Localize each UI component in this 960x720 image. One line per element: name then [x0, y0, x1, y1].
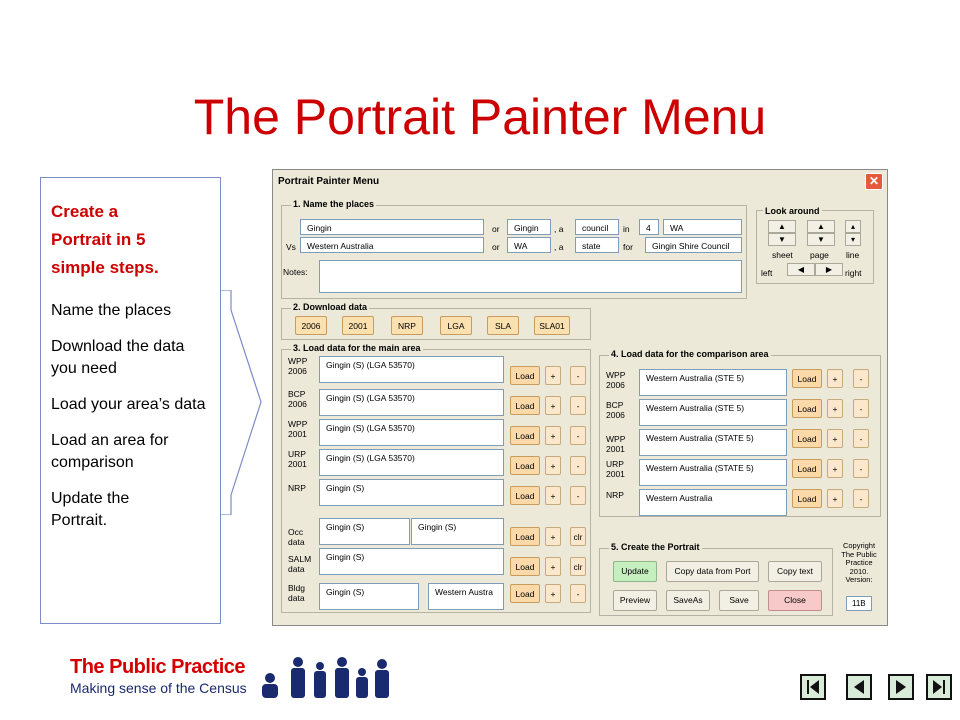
- main-row-label-wpp2006: WPP 2006: [288, 356, 308, 376]
- main-wpp2006-load-button[interactable]: Load: [510, 366, 540, 385]
- main-bldg-minus-button[interactable]: -: [570, 584, 586, 603]
- main-salm-plus-button[interactable]: +: [545, 557, 561, 576]
- look-around-label: Look around: [765, 206, 820, 216]
- main-bldg-field[interactable]: Gingin (S): [319, 583, 419, 610]
- main-salm-load-button[interactable]: Load: [510, 557, 540, 576]
- main-salm-clr-button[interactable]: clr: [570, 557, 586, 576]
- comp-row-label-wpp2006: WPP 2006: [606, 370, 626, 390]
- right-label: right: [845, 268, 862, 278]
- dialog-title: Portrait Painter Menu: [278, 176, 380, 187]
- main-row-label-urp2001: URP 2001: [288, 449, 307, 469]
- for-label: for: [623, 242, 633, 252]
- left-label: left: [761, 268, 773, 278]
- notes-label: Notes:: [283, 267, 308, 277]
- scroll-left-icon[interactable]: ◀: [787, 263, 815, 276]
- comp-wpp2006-plus-button[interactable]: +: [827, 369, 843, 388]
- or-label-1: or: [492, 224, 500, 234]
- main-row-label-wpp2001: WPP 2001: [288, 419, 308, 439]
- prev-slide-icon[interactable]: [846, 674, 872, 700]
- copyright-line: 2010.: [849, 566, 869, 576]
- logo-subtitle: Making sense of the Census: [70, 680, 247, 696]
- preview-button[interactable]: Preview: [613, 590, 657, 611]
- main-occ-field[interactable]: Gingin (S): [319, 518, 410, 545]
- steps-heading-2: Portrait in 5: [51, 230, 146, 249]
- main-wpp2006-minus-button[interactable]: -: [570, 366, 586, 385]
- step-load-area: Load your area’s data: [51, 396, 206, 413]
- download-sla-button[interactable]: SLA: [487, 316, 519, 335]
- main-bldg-load-button[interactable]: Load: [510, 584, 540, 603]
- steps-heading-1: Create a: [51, 202, 119, 221]
- main-occ-plus-button[interactable]: +: [545, 527, 561, 546]
- comp-nrp-load-button[interactable]: Load: [792, 489, 822, 508]
- last-slide-icon[interactable]: [926, 674, 952, 700]
- comp-nrp-minus-button[interactable]: -: [853, 489, 869, 508]
- page-up-icon[interactable]: ▲: [807, 220, 835, 233]
- section4-label: 4. Load data for the comparison area: [611, 349, 769, 359]
- main-bldg-plus-button[interactable]: +: [545, 584, 561, 603]
- download-lga-button[interactable]: LGA: [440, 316, 472, 335]
- main-occ-clr-button[interactable]: clr: [570, 527, 586, 546]
- main-occ-field-2[interactable]: Gingin (S): [411, 518, 504, 545]
- main-urp2001-minus-button[interactable]: -: [570, 456, 586, 475]
- main-wpp2001-minus-button[interactable]: -: [570, 426, 586, 445]
- comp-row-label-bcp2006: BCP 2006: [606, 400, 625, 420]
- copyright-note: [835, 542, 883, 585]
- saveas-button[interactable]: SaveAs: [666, 590, 710, 611]
- alt-name-2-input[interactable]: WA: [507, 237, 551, 253]
- dialog-titlebar[interactable]: [273, 170, 887, 192]
- main-bcp2006-plus-button[interactable]: +: [545, 396, 561, 415]
- comp-bcp2006-plus-button[interactable]: +: [827, 399, 843, 418]
- main-urp2001-plus-button[interactable]: +: [545, 456, 561, 475]
- main-nrp-field[interactable]: Gingin (S): [319, 479, 504, 506]
- download-2006-button[interactable]: 2006: [295, 316, 327, 335]
- comp-row-label-urp2001: URP 2001: [606, 459, 625, 479]
- place-type-1-input[interactable]: council: [575, 219, 619, 235]
- copyright-line: Copyright: [842, 541, 876, 550]
- comp-wpp2006-load-button[interactable]: Load: [792, 369, 822, 388]
- vs-label: Vs: [286, 242, 296, 252]
- comp-wpp2001-load-button[interactable]: Load: [792, 429, 822, 448]
- comp-bcp2006-field[interactable]: Western Australia (STE 5): [639, 399, 787, 426]
- main-nrp-plus-button[interactable]: +: [545, 486, 561, 505]
- comp-wpp2001-minus-button[interactable]: -: [853, 429, 869, 448]
- step-load-comparison: Load an area for comparison: [51, 432, 169, 471]
- comp-nrp-plus-button[interactable]: +: [827, 489, 843, 508]
- main-row-label-bcp2006: BCP 2006: [288, 389, 307, 409]
- state-number-input[interactable]: 4: [639, 219, 659, 235]
- main-wpp2006-plus-button[interactable]: +: [545, 366, 561, 385]
- copyright-line: The Public: [841, 549, 877, 559]
- a-label-2: , a: [554, 242, 564, 252]
- first-slide-icon[interactable]: [800, 674, 826, 700]
- save-button[interactable]: Save: [719, 590, 759, 611]
- main-bcp2006-minus-button[interactable]: -: [570, 396, 586, 415]
- steps-heading-3: simple steps.: [51, 258, 159, 277]
- copy-data-from-port-button[interactable]: Copy data from Port: [666, 561, 759, 582]
- close-icon[interactable]: ✕: [865, 173, 883, 190]
- section3-label: 3. Load data for the main area: [293, 343, 421, 353]
- main-wpp2001-field[interactable]: Gingin (S) (LGA 53570): [319, 419, 504, 446]
- brace-arrow-icon: [221, 290, 271, 515]
- step-download: Download the data you need: [51, 338, 185, 377]
- state-1-input[interactable]: WA: [663, 219, 742, 235]
- comp-wpp2001-plus-button[interactable]: +: [827, 429, 843, 448]
- main-row-label-bldg: Bldg data: [288, 583, 306, 603]
- people-silhouettes-icon: [258, 652, 396, 704]
- scroll-right-icon[interactable]: ▶: [815, 263, 843, 276]
- main-nrp-minus-button[interactable]: -: [570, 486, 586, 505]
- main-wpp2001-plus-button[interactable]: +: [545, 426, 561, 445]
- close-button[interactable]: Close: [768, 590, 822, 611]
- a-label-1: , a: [554, 224, 564, 234]
- place-type-2-input[interactable]: state: [575, 237, 619, 253]
- main-urp2001-field[interactable]: Gingin (S) (LGA 53570): [319, 449, 504, 476]
- main-bcp2006-field[interactable]: Gingin (S) (LGA 53570): [319, 389, 504, 416]
- comp-wpp2006-field[interactable]: Western Australia (STE 5): [639, 369, 787, 396]
- line-down-icon[interactable]: ▾: [845, 233, 861, 246]
- comp-wpp2001-field[interactable]: Western Australia (STATE 5): [639, 429, 787, 456]
- comp-bcp2006-minus-button[interactable]: -: [853, 399, 869, 418]
- page-label: page: [810, 250, 829, 260]
- copyright-line: Version:: [845, 575, 873, 585]
- portrait-painter-dialog: [272, 169, 888, 626]
- sheet-down-icon[interactable]: ▼: [768, 233, 796, 246]
- comp-urp2001-minus-button[interactable]: -: [853, 459, 869, 478]
- or-label-2: or: [492, 242, 500, 252]
- next-slide-icon[interactable]: [888, 674, 914, 700]
- update-button[interactable]: Update: [613, 561, 657, 582]
- page-down-icon[interactable]: ▼: [807, 233, 835, 246]
- steps-box: [40, 177, 221, 624]
- place2-input[interactable]: Western Australia: [300, 237, 484, 253]
- alt-name-1-input[interactable]: Gingin: [507, 219, 551, 235]
- sheet-label: sheet: [772, 250, 793, 260]
- logo-title: The Public Practice: [70, 656, 246, 678]
- comp-urp2001-plus-button[interactable]: +: [827, 459, 843, 478]
- line-label: line: [846, 250, 860, 260]
- main-row-label-occ: Occ data: [288, 527, 305, 547]
- comp-row-label-nrp: NRP: [606, 490, 624, 500]
- line-up-icon[interactable]: ▴: [845, 220, 861, 233]
- main-bcp2006-load-button[interactable]: Load: [510, 396, 540, 415]
- main-wpp2006-field[interactable]: Gingin (S) (LGA 53570): [319, 356, 504, 383]
- comp-bcp2006-load-button[interactable]: Load: [792, 399, 822, 418]
- step-update: Update the Portrait.: [51, 490, 130, 529]
- main-bldg-field-2[interactable]: Western Austra: [428, 583, 504, 610]
- notes-input[interactable]: [319, 260, 742, 293]
- main-wpp2001-load-button[interactable]: Load: [510, 426, 540, 445]
- main-occ-load-button[interactable]: Load: [510, 527, 540, 546]
- comp-urp2001-field[interactable]: Western Australia (STATE 5): [639, 459, 787, 486]
- comp-nrp-field[interactable]: Western Australia: [639, 489, 787, 516]
- main-nrp-load-button[interactable]: Load: [510, 486, 540, 505]
- download-2001-button[interactable]: 2001: [342, 316, 374, 335]
- version-field: 11B: [846, 596, 872, 611]
- in-label: in: [623, 224, 630, 234]
- main-salm-field[interactable]: Gingin (S): [319, 548, 504, 575]
- main-row-label-nrp: NRP: [288, 483, 306, 493]
- main-row-label-salm: SALM data: [288, 554, 312, 574]
- public-practice-logo: [70, 656, 247, 697]
- place1-input[interactable]: Gingin: [300, 219, 484, 235]
- council-2-input[interactable]: Gingin Shire Council: [645, 237, 742, 253]
- section5-label: 5. Create the Portrait: [611, 542, 700, 552]
- section1-label: 1. Name the places: [293, 199, 375, 209]
- copyright-line: Practice: [845, 558, 873, 568]
- copy-text-button[interactable]: Copy text: [768, 561, 822, 582]
- slide-title: The Portrait Painter Menu: [193, 89, 767, 145]
- section2-label: 2. Download data: [293, 302, 368, 312]
- download-nrp-button[interactable]: NRP: [391, 316, 423, 335]
- step-name-places: Name the places: [51, 302, 172, 319]
- download-sla01-button[interactable]: SLA01: [534, 316, 570, 335]
- comp-row-label-wpp2001: WPP 2001: [606, 434, 626, 454]
- sheet-up-icon[interactable]: ▲: [768, 220, 796, 233]
- comp-urp2001-load-button[interactable]: Load: [792, 459, 822, 478]
- comp-wpp2006-minus-button[interactable]: -: [853, 369, 869, 388]
- main-urp2001-load-button[interactable]: Load: [510, 456, 540, 475]
